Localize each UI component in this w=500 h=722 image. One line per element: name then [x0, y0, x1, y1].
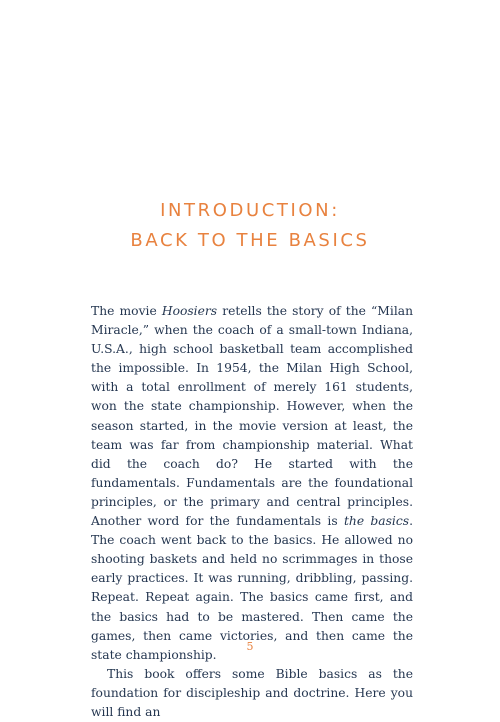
chapter-title-line-2: BACK TO THE BASICS — [130, 230, 370, 251]
movie-title: Hoosiers — [161, 304, 218, 318]
paragraph-1 — [91, 302, 413, 665]
page-number: 5 — [246, 640, 254, 653]
paragraph-2: This book offers some Bible basics as the foundation for discipleship and doctrine. Here you will find an — [91, 666, 413, 719]
body-text — [91, 302, 413, 722]
paragraph-1-text-e: . The coach went back to the basics. He allowed no shooting baskets and held no scrimmages in those early practices. It was running, dribbling, passing. Repeat. Repeat again. The basics came first, and the basics had to be mastered. Then came the games, then came victories, and then came the state championship. — [91, 514, 413, 662]
emphasis-the-basics: the basics — [343, 514, 410, 529]
chapter-title-line-1: INTRODUCTION: — [160, 200, 340, 221]
paragraph-1-text-a: The movie — [91, 304, 162, 318]
chapter-title — [0, 196, 500, 256]
paragraph-1-text-c: retells the story of the “Milan Miracle,” when the coach of a small-town Indiana, U.S.A., high school basketball team accomplished the impossible. In 1954, the Milan High School, with a total enrollment of merely 161 students, won the state championship. However, when the season started, in the movie version at least, the team was far from championship material. What did the coach do? He started with the fundamentals. Fundamentals are the foundational principles, or the primary and central principles. Another word for the fundamentals is — [91, 304, 413, 529]
